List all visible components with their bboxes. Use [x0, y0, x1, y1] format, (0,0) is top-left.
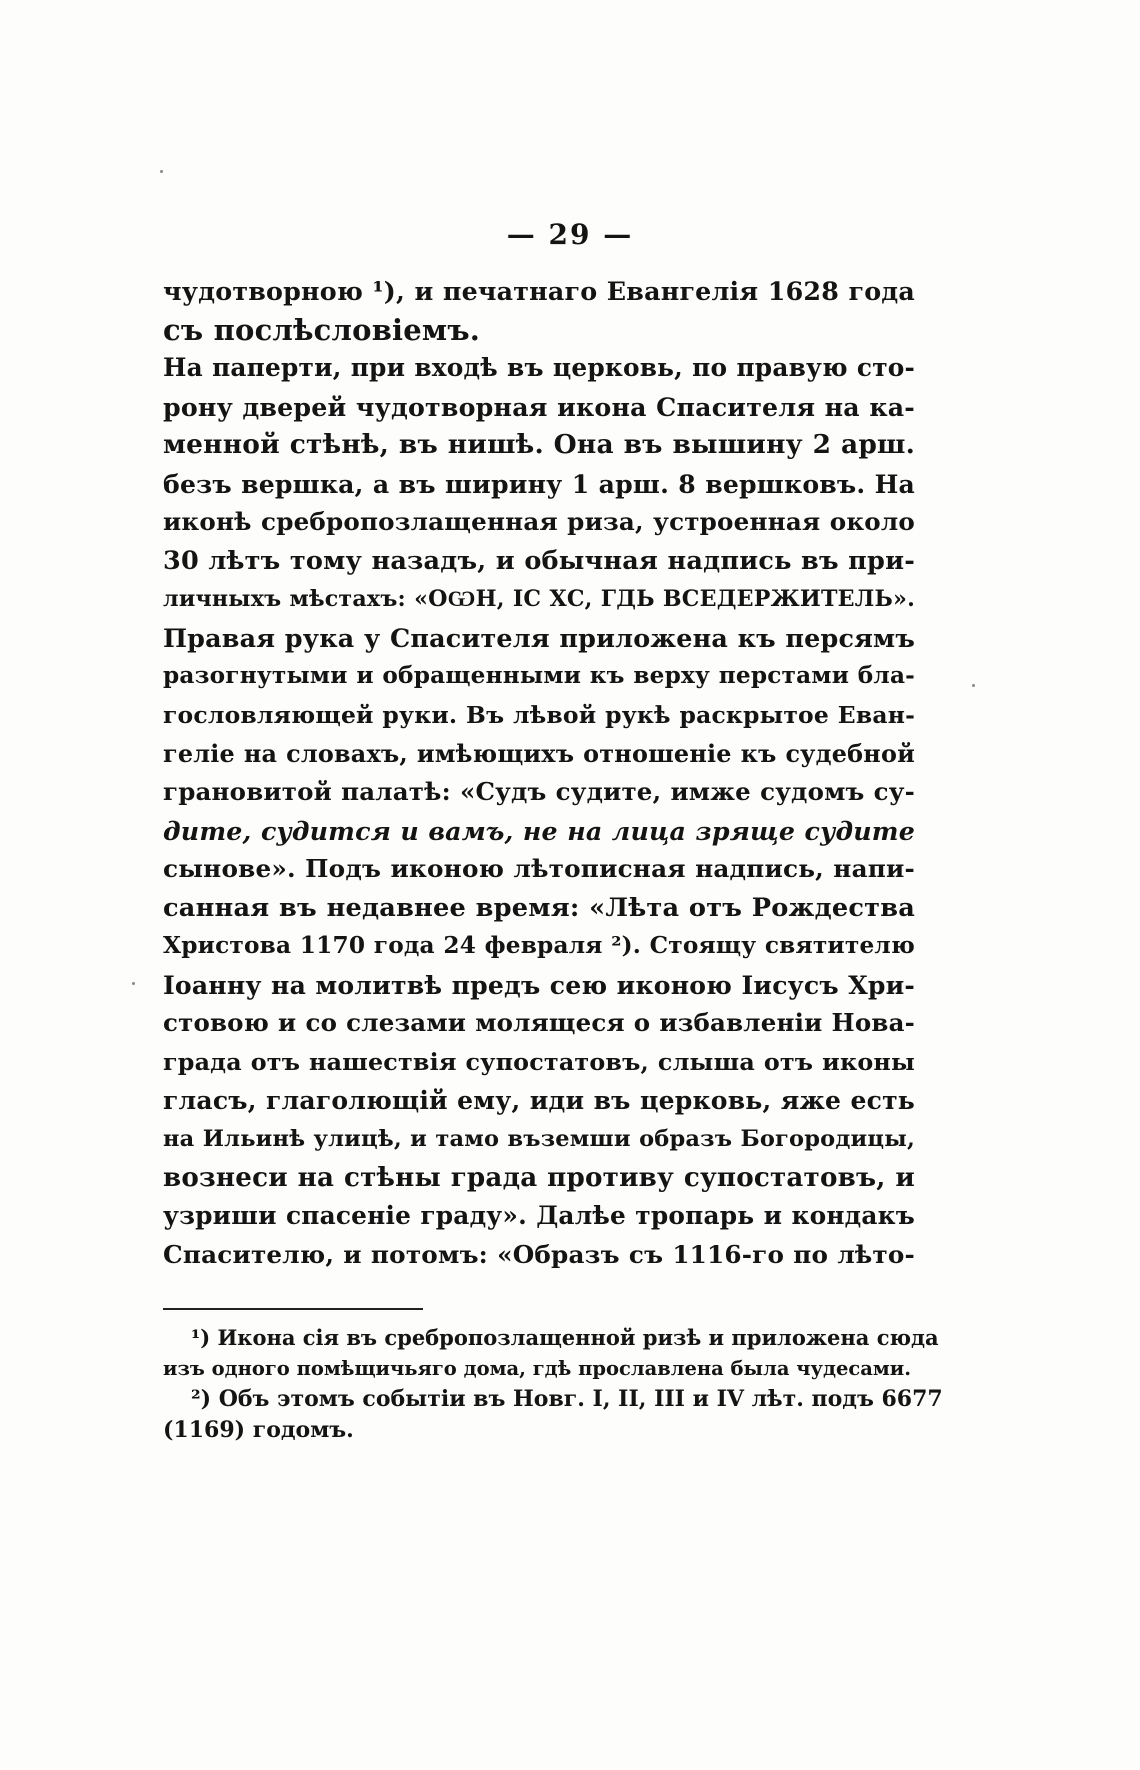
text-line: Правая рука у Спасителя приложена къ персямъ	[163, 622, 915, 653]
text-line: грановитой палатѣ: «Судъ судите, имже судомъ су-	[163, 777, 915, 807]
text-line: безъ вершка, а въ ширину 1 арш. 8 вершковъ. На	[163, 468, 915, 499]
text-line: геліе на словахъ, имѣющихъ отношеніе къ судебной	[163, 739, 915, 768]
text-line: на Ильинѣ улицѣ, и тамо въземши образъ Богородицы,	[163, 1126, 915, 1153]
text-line: Спасителю, и потомъ: «Образъ съ 1116-го по лѣто-	[163, 1239, 915, 1269]
text-line: вознеси на стѣны града противу супостатовъ, и	[163, 1161, 915, 1193]
paper-speck	[160, 170, 163, 173]
text-line: узриши спасеніе граду». Далѣе тропарь и кондакъ	[163, 1201, 915, 1231]
text-line: На паперти, при входѣ въ церковь, по правую сто-	[163, 353, 915, 383]
footnotes	[163, 1322, 943, 1446]
text-line: рону дверей чудотворная икона Спасителя на ка-	[163, 391, 915, 422]
text-line: Іоанну на молитвѣ предъ сею иконою Іисусъ Хри-	[163, 969, 915, 1000]
text-line-italic: дите, судится и вамъ, не на лица зряще судите	[163, 815, 915, 846]
footnote-line: ¹) Икона сія въ сребропозлащенной ризѣ и приложена сюда	[191, 1325, 939, 1350]
text-line: съ послѣсловіемъ.	[163, 312, 481, 347]
text-line: 30 лѣтъ тому назадъ, и обычная надпись въ при-	[163, 545, 915, 576]
main-text	[163, 272, 915, 1274]
text-line: иконѣ сребропозлащенная риза, устроенная около	[163, 507, 915, 537]
paper-speck	[972, 684, 975, 687]
text-line: стовою и со слезами молящеся о избавленіи Нова-	[163, 1008, 915, 1038]
footnote-divider	[163, 1308, 423, 1310]
footnote-line: ²) Объ этомъ событіи въ Новг. I, II, III и IV лѣт. подъ 6677	[191, 1386, 943, 1412]
footnote-line: (1169) годомъ.	[163, 1417, 354, 1443]
text-line: гословляющей руки. Въ лѣвой рукѣ раскрытое Еван-	[163, 701, 915, 730]
text-line: менной стѣнѣ, въ нишѣ. Она въ вышину 2 арш.	[163, 429, 915, 461]
paper-speck	[132, 982, 135, 985]
text-line: чудотворною ¹), и печатнаго Евангелія 1628 года	[163, 276, 915, 306]
text-line: Христова 1170 года 24 февраля ²). Стоящу святителю	[163, 932, 915, 960]
footnote-line: изъ одного помѣщичьяго дома, гдѣ прославлена была чудесами.	[163, 1357, 911, 1380]
text-line: гласъ, глаголющій ему, иди въ церковь, яже есть	[163, 1085, 915, 1116]
text-line: града отъ нашествія супостатовъ, слыша отъ иконы	[163, 1047, 915, 1076]
text-line: личныхъ мѣстахъ: «ОѠН, ІС ХС, ГДЬ ВСЕДЕРЖИТЕЛЬ».	[163, 586, 915, 613]
text-line: разогнутыми и обращенными къ верху перстами бла-	[163, 662, 915, 690]
text-line: санная въ недавнее время: «Лѣта отъ Рождества	[163, 892, 915, 923]
page-number: — 29 —	[506, 218, 634, 251]
text-line: сынове». Подъ иконою лѣтописная надпись, напи-	[163, 854, 915, 884]
